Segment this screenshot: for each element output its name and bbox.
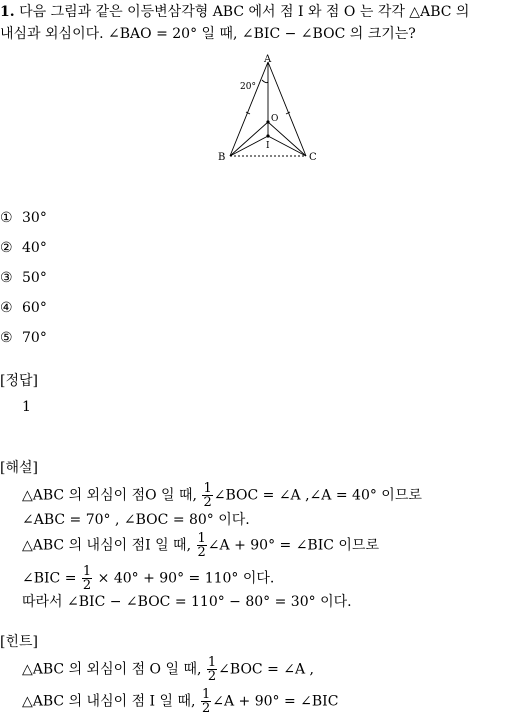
fraction-half: [197, 532, 207, 559]
angle-arc: [262, 80, 268, 83]
choice-2[interactable]: [0, 238, 47, 258]
explanation-text: △ABC 의 외심이 점O 일 때,: [22, 487, 197, 504]
fraction-numerator: 1: [203, 481, 212, 496]
choice-4-text: 60°: [22, 300, 47, 316]
choice-4[interactable]: [0, 298, 47, 318]
label-B: B: [218, 152, 226, 163]
choice-1[interactable]: [0, 208, 47, 228]
label-C: C: [309, 152, 317, 163]
fraction-denominator: 2: [197, 545, 206, 560]
explanation-line-3: [22, 532, 379, 559]
fraction-half: [202, 482, 212, 509]
fraction-numerator: 1: [207, 655, 217, 670]
choice-2-marker: ②: [0, 240, 13, 256]
choice-4-marker: ④: [0, 300, 13, 316]
choice-3-marker: ③: [0, 270, 13, 286]
answer-value: 1: [22, 399, 31, 415]
question-text-1: 다음 그림과 같은 이등변삼각형 ABC 에서 점 I 와 점 O 는 각각 △ABC 의: [19, 4, 470, 20]
explanation-text: × 40° + 90° = 110° 이다.: [97, 570, 275, 587]
choice-5-marker: ⑤: [0, 330, 13, 346]
point-O: [266, 120, 269, 123]
choice-5-text: 70°: [22, 330, 47, 346]
hint-line-2: [22, 688, 338, 715]
fraction-denominator: 2: [82, 578, 92, 593]
triangle-figure: [210, 52, 330, 168]
choice-1-text: 30°: [22, 210, 47, 226]
label-I: I: [266, 141, 270, 151]
explanation-heading: [해설]: [0, 460, 38, 476]
side-AB: [230, 62, 268, 156]
fraction-half: [201, 688, 211, 715]
fraction-half: [207, 656, 217, 683]
explanation-text: ∠A + 90° = ∠BIC 이므로: [207, 537, 379, 554]
choice-3[interactable]: [0, 268, 47, 288]
fraction-half: [82, 565, 92, 592]
explanation-line-5: 따라서 ∠BIC − ∠BOC = 110° − 80° = 30° 이다.: [22, 594, 352, 610]
answer-heading: [정답]: [0, 373, 38, 389]
explanation-text: ∠BIC =: [22, 570, 77, 587]
fraction-denominator: 2: [201, 701, 211, 716]
explanation-line-4: [22, 565, 274, 592]
question-text-2: 내심과 외심이다. ∠BAO = 20° 일 때, ∠BIC − ∠BOC 의 크기는?: [0, 26, 416, 42]
side-AC: [268, 62, 306, 156]
choice-3-text: 50°: [22, 270, 47, 286]
label-O: O: [271, 114, 279, 124]
point-I: [266, 134, 269, 137]
explanation-line-1: [22, 482, 422, 509]
choice-5[interactable]: [0, 328, 47, 348]
question-line-1: [0, 2, 469, 22]
explanation-text: ∠BOC = ∠A ,∠A = 40° 이므로: [213, 487, 422, 504]
hint-text: △ABC 의 내심이 점 I 일 때,: [22, 693, 196, 710]
fraction-denominator: 2: [207, 669, 217, 684]
hint-text: ∠A + 90° = ∠BIC: [212, 693, 339, 710]
question-number: 1.: [0, 4, 15, 20]
fraction-numerator: 1: [201, 687, 211, 702]
label-A: A: [264, 54, 272, 65]
choice-1-marker: ①: [0, 210, 13, 226]
explanation-text: △ABC 의 내심이 점I 일 때,: [22, 537, 192, 554]
fraction-denominator: 2: [203, 495, 212, 510]
fraction-numerator: 1: [197, 531, 206, 546]
explanation-line-2: ∠ABC = 70° , ∠BOC = 80° 이다.: [22, 512, 250, 528]
hint-line-1: [22, 656, 314, 683]
angle-label: 20°: [240, 82, 256, 92]
fraction-numerator: 1: [82, 564, 92, 579]
choice-2-text: 40°: [22, 240, 47, 256]
hint-text: △ABC 의 외심이 점 O 일 때,: [22, 661, 202, 678]
hint-heading: [힌트]: [0, 634, 38, 650]
hint-text: ∠BOC = ∠A ,: [218, 661, 315, 678]
question-line-2: [0, 24, 416, 44]
